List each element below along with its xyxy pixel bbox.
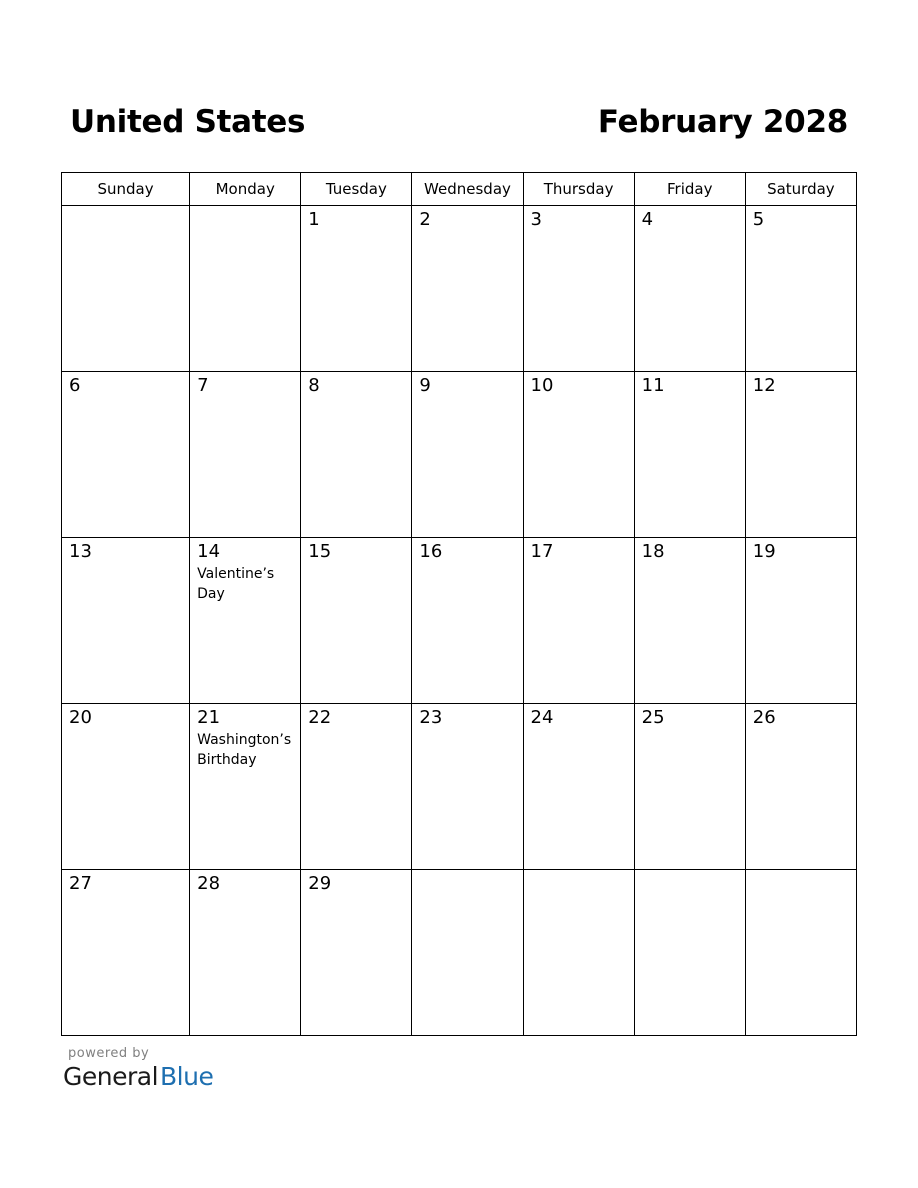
logo-blue-text: Blue [160, 1062, 214, 1091]
day-number: 8 [308, 375, 320, 396]
day-cell [62, 704, 190, 870]
day-cell [412, 870, 523, 1036]
day-cell [412, 206, 523, 372]
day-number: 6 [69, 375, 81, 396]
day-number: 17 [530, 541, 554, 562]
week-row [62, 206, 857, 372]
day-number: 2 [419, 209, 431, 230]
week-row [62, 372, 857, 538]
day-cell [301, 372, 412, 538]
day-cell [62, 870, 190, 1036]
day-number: 14 [197, 541, 221, 562]
day-cell [62, 372, 190, 538]
day-cell [190, 704, 301, 870]
holiday-label: Washington’s Birthday [197, 732, 292, 768]
day-cell [634, 704, 745, 870]
week-row [62, 870, 857, 1036]
generalblue-logo[interactable] [63, 1062, 213, 1091]
day-cell [634, 538, 745, 704]
day-cell [190, 538, 301, 704]
logo-general-text: General [63, 1062, 159, 1091]
day-number: 3 [530, 209, 542, 230]
day-cell [62, 538, 190, 704]
powered-by-label: powered by [68, 1046, 150, 1061]
day-cell [745, 704, 856, 870]
day-cell [634, 870, 745, 1036]
weekday-header-saturday: Saturday [745, 173, 856, 206]
day-cell [412, 704, 523, 870]
day-cell [301, 538, 412, 704]
day-cell [745, 206, 856, 372]
day-number: 27 [69, 873, 92, 894]
day-number: 28 [197, 873, 221, 894]
day-cell [745, 372, 856, 538]
day-number: 21 [197, 707, 221, 728]
day-number: 25 [641, 707, 665, 728]
weekday-header-wednesday: Wednesday [412, 173, 523, 206]
day-cell [190, 870, 301, 1036]
day-cell [523, 870, 634, 1036]
weekday-header-friday: Friday [634, 173, 745, 206]
holiday-label: Valentine’s Day [197, 566, 275, 602]
month-title: February 2028 [597, 104, 848, 140]
day-cell [523, 206, 634, 372]
day-cell [634, 372, 745, 538]
day-number: 7 [197, 375, 209, 396]
day-cell [745, 870, 856, 1036]
day-number: 5 [752, 209, 765, 230]
day-number: 11 [641, 375, 665, 396]
day-number: 1 [308, 209, 320, 230]
day-cell [301, 870, 412, 1036]
day-cell [301, 206, 412, 372]
day-number: 9 [419, 375, 431, 396]
day-number: 18 [641, 541, 665, 562]
calendar-grid [61, 172, 857, 1036]
weekday-header-sunday: Sunday [62, 173, 190, 206]
weekday-header-row [62, 173, 857, 206]
day-cell [745, 538, 856, 704]
day-cell [190, 372, 301, 538]
day-number: 23 [419, 707, 443, 728]
day-cell [412, 372, 523, 538]
day-number: 22 [308, 707, 332, 728]
day-number: 15 [308, 541, 332, 562]
day-number: 16 [419, 541, 443, 562]
country-title: United States [70, 104, 306, 140]
weekday-header-monday: Monday [190, 173, 301, 206]
day-number: 29 [308, 873, 332, 894]
day-number: 26 [752, 707, 776, 728]
day-cell [412, 538, 523, 704]
weekday-header-thursday: Thursday [523, 173, 634, 206]
day-number: 24 [530, 707, 554, 728]
day-cell [523, 538, 634, 704]
day-cell [523, 372, 634, 538]
day-number: 10 [530, 375, 554, 396]
day-number: 20 [69, 707, 92, 728]
day-number: 12 [752, 375, 776, 396]
weekday-header-tuesday: Tuesday [301, 173, 412, 206]
day-number: 13 [69, 541, 92, 562]
day-cell [190, 206, 301, 372]
week-row [62, 704, 857, 870]
day-number: 4 [641, 209, 654, 230]
day-cell [523, 704, 634, 870]
day-cell [634, 206, 745, 372]
day-number: 19 [752, 541, 776, 562]
day-cell [62, 206, 190, 372]
week-row [62, 538, 857, 704]
day-cell [301, 704, 412, 870]
